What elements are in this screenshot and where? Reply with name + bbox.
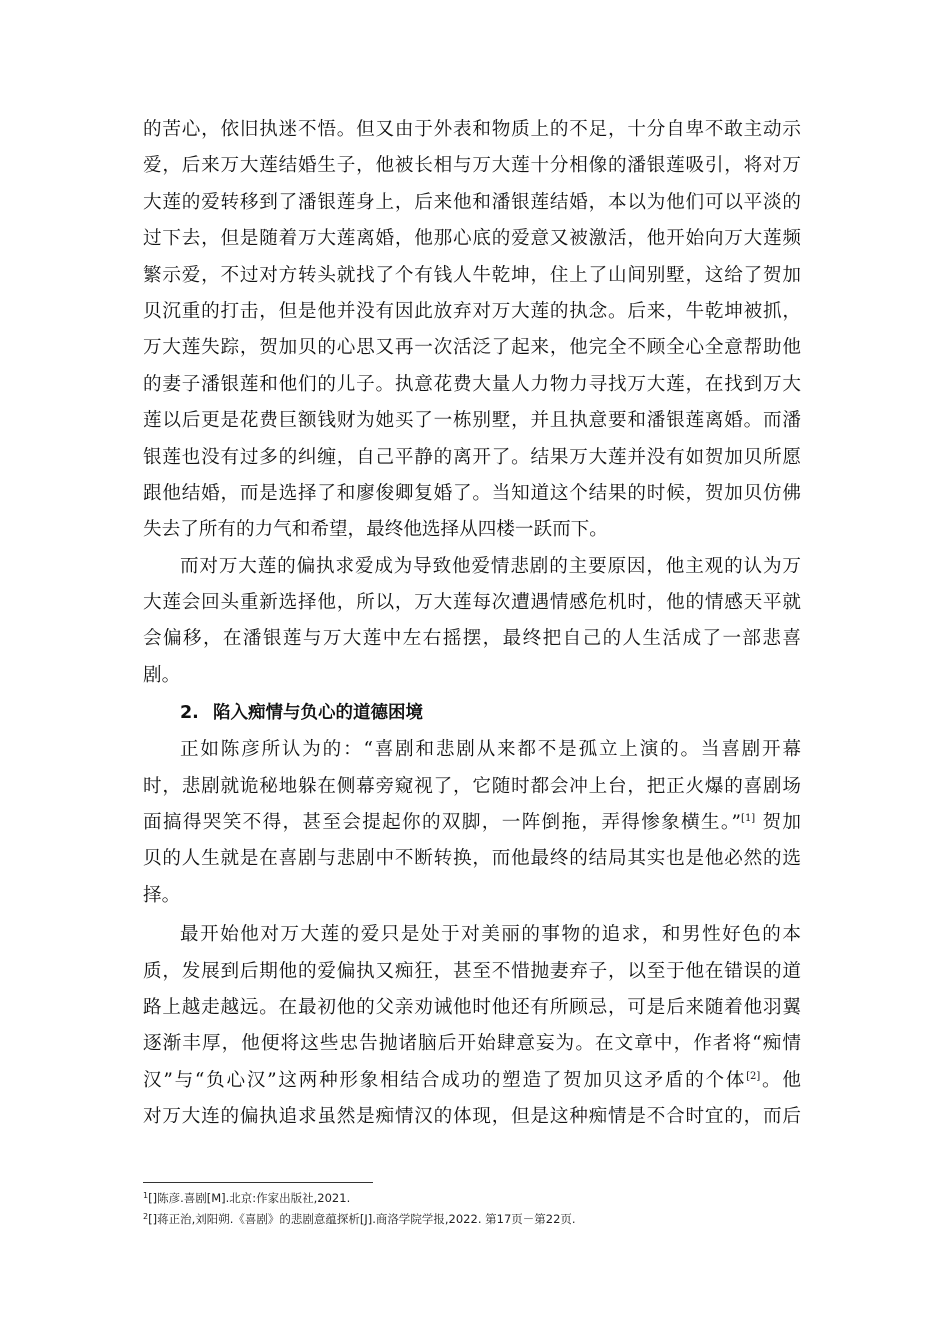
text-line: 爱，后来万大莲结婚生子，他被长相与万大莲十分相像的潘银莲吸引，将对万 bbox=[143, 155, 801, 177]
text-line: 大莲的爱转移到了潘银莲身上，后来他和潘银莲结婚，本以为他们可以平淡的 bbox=[143, 191, 801, 213]
text-line: 而对万大莲的偏执求爱成为导致他爱情悲剧的主要原因，他主观的认为万 bbox=[180, 555, 801, 577]
text-line: 失去了所有的力气和希望，最终他选择从四楼一跃而下。 bbox=[143, 519, 608, 541]
text-line: 择。 bbox=[143, 884, 181, 906]
text-line: 质，发展到后期他的爱偏执又痴狂，甚至不惜抛妻弃子，以至于他在错误的道 bbox=[143, 960, 801, 982]
text-line: 的妻子潘银莲和他们的儿子。执意花费大量人力物力寻找万大莲，在找到万大 bbox=[143, 373, 801, 395]
text-line: 莲以后更是花费巨额钱财为她买了一栋别墅，并且执意要和潘银莲离婚。而潘 bbox=[143, 410, 801, 432]
text-span: 汉”与“负心汉”这两种形象相结合成功的塑造了贺加贝这矛盾的个体 bbox=[143, 1069, 747, 1091]
text-line bbox=[143, 805, 801, 841]
text-line: 贝沉重的打击，但是他并没有因此放弃对万大莲的执念。后来，牛乾坤被抓， bbox=[143, 300, 801, 322]
citation-2[interactable]: [2] bbox=[746, 1070, 761, 1082]
footnote-divider bbox=[143, 1182, 373, 1183]
text-line: 最开始他对万大莲的爱只是处于对美丽的事物的追求，和男性好色的本 bbox=[180, 924, 801, 946]
body-text bbox=[143, 112, 801, 1136]
footnote-text: []陈彦.喜剧[M].北京:作家出版社,2021. bbox=[148, 1191, 351, 1205]
text-line: 逐渐丰厚，他便将这些忠告抛诸脑后开始肆意妄为。在文章中，作者将“痴情 bbox=[143, 1033, 801, 1055]
footnotes bbox=[143, 1188, 576, 1230]
paragraph-3 bbox=[143, 732, 801, 914]
section-heading bbox=[143, 694, 801, 732]
text-line: 万大莲失踪，贺加贝的心思又再一次活泛了起来，他完全不顾全心全意帮助他 bbox=[143, 337, 801, 359]
paragraph-1 bbox=[143, 112, 801, 549]
footnote-1 bbox=[143, 1188, 576, 1209]
section-number: 2. bbox=[180, 703, 199, 724]
text-line: 银莲也没有过多的纠缠，自己平静的离开了。结果万大莲并没有如贺加贝所愿 bbox=[143, 446, 801, 468]
text-line: 剧。 bbox=[143, 664, 181, 686]
text-span: 。他 bbox=[760, 1069, 801, 1091]
text-line bbox=[143, 1063, 801, 1099]
text-line: 对万大连的偏执追求虽然是痴情汉的体现，但是这种痴情是不合时宜的，而后 bbox=[143, 1106, 801, 1128]
text-line: 过下去，但是随着万大莲离婚，他那心底的爱意又被激活，他开始向万大莲频 bbox=[143, 228, 801, 250]
text-line: 跟他结婚，而是选择了和廖俊卿复婚了。当知道这个结果的时候，贺加贝仿佛 bbox=[143, 482, 801, 504]
paragraph-4 bbox=[143, 917, 801, 1135]
text-line: 会偏移，在潘银莲与万大莲中左右摇摆，最终把自己的人生活成了一部悲喜 bbox=[143, 628, 801, 650]
footnote-2 bbox=[143, 1209, 576, 1230]
text-line: 的苦心，依旧执迷不悟。但又由于外表和物质上的不足，十分自卑不敢主动示 bbox=[143, 119, 801, 140]
paragraph-2 bbox=[143, 549, 801, 695]
text-span: 面搞得哭笑不得，甚至会提起你的双脚，一阵倒拖，弄得惨象横生。” bbox=[143, 812, 742, 834]
text-line: 正如陈彦所认为的：“喜剧和悲剧从来都不是孤立上演的。当喜剧开幕 bbox=[180, 739, 801, 761]
text-line: 贝的人生就是在喜剧与悲剧中不断转换，而他最终的结局其实也是他必然的选 bbox=[143, 848, 801, 870]
text-line: 繁示爱，不过对方转头就找了个有钱人牛乾坤，住上了山间别墅，这给了贺加 bbox=[143, 264, 801, 286]
text-line: 路上越走越远。在最初他的父亲劝诫他时他还有所顾忌，可是后来随着他羽翼 bbox=[143, 996, 801, 1018]
footnote-mark: 2 bbox=[143, 1212, 149, 1221]
text-span: 贺加 bbox=[755, 812, 801, 834]
footnote-text: []蒋正治,刘阳朔.《喜剧》的悲剧意蕴探析[J].商洛学院学报,2022. 第17页－第22页. bbox=[148, 1212, 576, 1226]
text-line: 时，悲剧就诡秘地躲在侧幕旁窥视了，它随时都会冲上台，把正火爆的喜剧场 bbox=[143, 775, 801, 797]
citation-1[interactable]: [1] bbox=[741, 813, 756, 825]
footnote-mark: 1 bbox=[143, 1191, 149, 1200]
section-title: 陷入痴情与负心的道德困境 bbox=[213, 703, 423, 724]
text-line: 大莲会回头重新选择他，所以，万大莲每次遭遇情感危机时，他的情感天平就 bbox=[143, 592, 801, 614]
